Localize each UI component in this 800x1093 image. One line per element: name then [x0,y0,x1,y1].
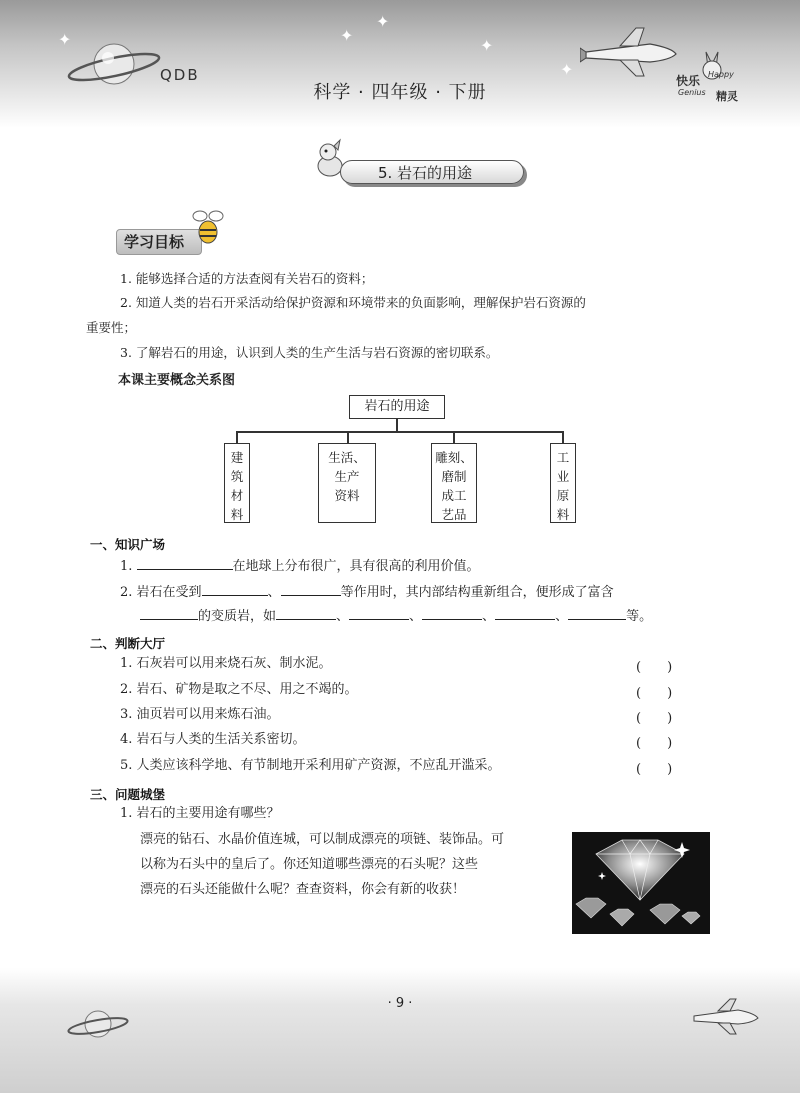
mascot-label-en: Happy [708,70,734,79]
answer-parentheses[interactable]: ( ) [636,762,673,777]
connector-line [236,431,563,433]
judge-item: 4. 岩石与人类的生活关系密切。 [120,732,306,747]
open-question: 1. 岩石的主要用途有哪些？ [120,806,280,821]
page-number: · 9 · [387,996,413,1011]
lesson-title: 5. 岩石的用途 [377,164,473,182]
answer-blank[interactable] [137,556,233,570]
space-shuttle-icon [690,996,760,1036]
bee-icon [190,206,226,246]
section-heading: 二、判断大厅 [90,636,166,651]
judge-item: 1. 石灰岩可以用来烧石灰、制水泥。 [120,656,332,671]
answer-blank[interactable] [140,606,198,620]
goal-item: 重要性； [86,320,137,335]
answer-parentheses[interactable]: ( ) [636,736,673,751]
goal-item: 3. 了解岩石的用途，认识到人类的生产生活与岩石资源的密切联系。 [120,345,499,360]
answer-parentheses[interactable]: ( ) [636,660,673,675]
answer-blank[interactable] [568,606,626,620]
connector-line [453,431,455,443]
answer-blank[interactable] [495,606,555,620]
goals-heading: 学习目标 [124,233,185,251]
concept-map-heading: 本课主要概念关系图 [118,373,236,388]
judge-item: 3. 油页岩可以用来炼石油。 [120,707,280,722]
question-text: 漂亮的钻石、水晶价值连城，可以制成漂亮的项链、装饰品。可 [140,832,505,847]
mascot-label: 精灵 [716,90,738,103]
publisher-logo: QDB [160,66,200,84]
concept-map-branch: 生活、 生产 资料 [318,443,376,523]
star-icon: ✦ [560,60,574,79]
question-text: 以称为石头中的皇后了。你还知道哪些漂亮的石头呢？这些 [140,857,479,872]
fill-blank-question: 2. 岩石在受到 、 等作用时，其内部结构重新组合，便形成了富含 [120,582,614,603]
mascot-label: 快乐 [676,74,701,88]
judge-item: 5. 人类应该科学地、有节制地开采利用矿产资源，不应乱开滥采。 [120,758,501,773]
connector-line [396,419,398,431]
answer-blank[interactable] [281,582,341,596]
fill-blank-question: 的变质岩，如 、 、 、 、 等。 [140,606,652,627]
question-text: 漂亮的石头还能做什么呢？查查资料，你会有新的收获！ [140,882,466,897]
judge-item: 2. 岩石、矿物是取之不尽、用之不竭的。 [120,682,358,697]
connector-line [562,431,564,443]
concept-map-branch: 工 业 原 料 [550,443,576,523]
mascot-label-en: Genius [678,88,706,97]
space-shuttle-icon [580,22,680,80]
planet-icon [66,1004,130,1044]
answer-blank[interactable] [202,582,268,596]
concept-map-root: 岩石的用途 [349,395,445,419]
concept-map-branch: 雕刻、 磨制 成工 艺品 [431,443,477,523]
star-icon: ✦ [480,36,494,55]
answer-parentheses[interactable]: ( ) [636,711,673,726]
star-icon: ✦ [58,30,72,49]
book-title: 科学 · 四年级 · 下册 [313,82,487,103]
answer-parentheses[interactable]: ( ) [636,686,673,701]
star-icon: ✦ [376,12,390,31]
fill-blank-question: 1. 在地球上分布很广，具有很高的利用价值。 [120,556,480,577]
diamond-photo [572,832,710,934]
answer-blank[interactable] [349,606,409,620]
goal-item: 1. 能够选择合适的方法查阅有关岩石的资料； [120,271,374,286]
connector-line [236,431,238,443]
goal-item: 2. 知道人类的岩石开采活动给保护资源和环境带来的负面影响，理解保护岩石资源的 [120,295,586,310]
section-heading: 三、问题城堡 [90,787,166,802]
section-heading: 一、知识广场 [90,537,166,552]
concept-map-branch: 建 筑 材 料 [224,443,250,523]
answer-blank[interactable] [276,606,336,620]
connector-line [347,431,349,443]
answer-blank[interactable] [422,606,482,620]
star-icon: ✦ [340,26,354,45]
